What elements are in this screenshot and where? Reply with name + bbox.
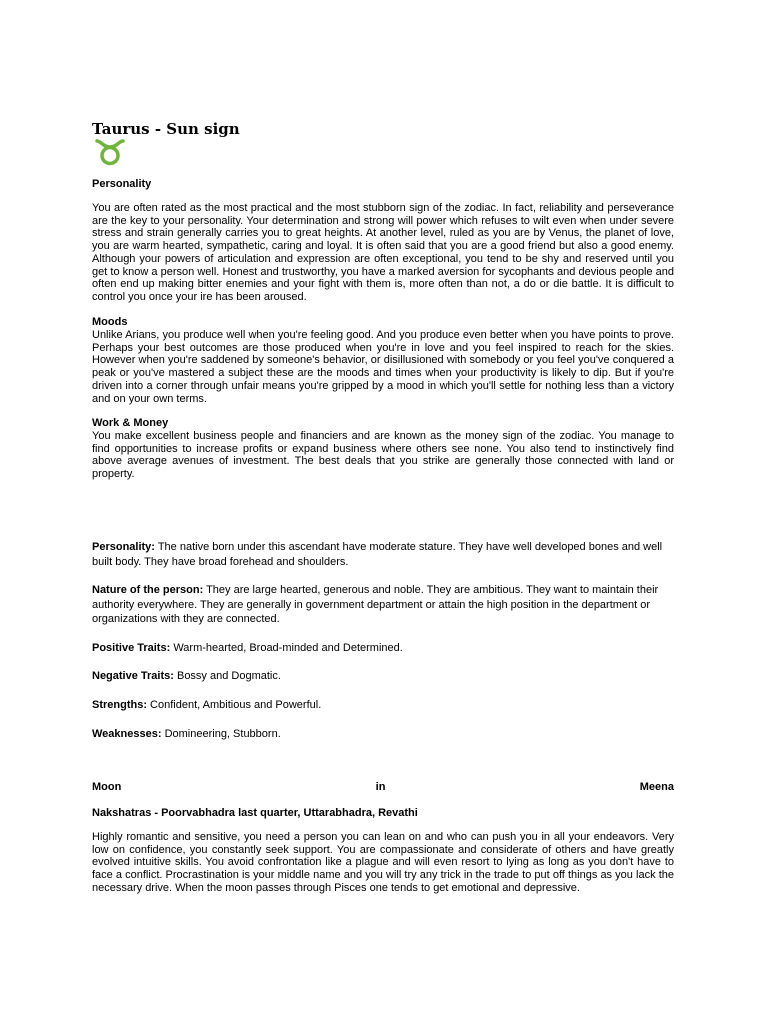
nature-label: Nature of the person: xyxy=(92,584,204,596)
weaknesses-label: Weaknesses: xyxy=(92,728,162,740)
negative-traits xyxy=(92,669,674,684)
work-money-section xyxy=(92,417,674,481)
ascendant-personality-label: Personality: xyxy=(92,541,155,553)
personality-paragraph: You are often rated as the most practical and the most stubborn sign of the zodiac. In fact, reliability and perseverance are the key to your personality. Your determination and strong will power which refuses to wilt even when under severe stress and strain generally carries you to great heights. At another level, ruled as you are by Venus, the planet of love, you are warm hearted, sympathetic, caring and loyal. It is often said that you are a good friend but also a good enemy. Although your powers of articulation and expression are often exceptional, you tend to be shy and reserved until you get to know a person well. Honest and trustworthy, you have a marked aversion for sycophants and devious people and often end up making bitter enemies and your fight with them is, more often than not, a do or die battle. It is difficult to control you once your ire has been aroused. xyxy=(92,202,674,303)
positive-traits-text: Warm-hearted, Broad-minded and Determined. xyxy=(170,642,403,654)
strengths-label: Strengths: xyxy=(92,699,147,711)
positive-traits xyxy=(92,641,674,656)
moon-sign-name: Meena xyxy=(639,781,674,793)
positive-traits-label: Positive Traits: xyxy=(92,642,171,654)
in-word: in xyxy=(375,781,386,793)
work-money-heading: Work & Money xyxy=(92,417,169,429)
work-money-paragraph: You make excellent business people and financiers and are known as the money sign of the zodiac. You manage to find opportunities to increase profits or expand business where others see none. You also tend to instinctively find above average avenues of investment. The best deals that you strike are generally those connected with land or property. xyxy=(92,430,674,481)
page-title: Taurus - Sun sign xyxy=(92,120,240,138)
weaknesses xyxy=(92,727,674,742)
moon-word: Moon xyxy=(92,781,122,793)
moods-heading: Moods xyxy=(92,316,128,328)
negative-traits-text: Bossy and Dogmatic. xyxy=(173,670,281,682)
moon-sign-heading xyxy=(92,781,674,793)
ascendant-personality xyxy=(92,540,674,569)
moods-section xyxy=(92,316,674,405)
strengths-text: Confident, Ambitious and Powerful. xyxy=(147,699,322,711)
nature-of-person xyxy=(92,583,674,627)
strengths xyxy=(92,698,674,713)
weaknesses-text: Domineering, Stubborn. xyxy=(161,728,281,740)
nakshatras-heading: Nakshatras - Poorvabhadra last quarter, Uttarabhadra, Revathi xyxy=(92,807,418,819)
personality-heading: Personality xyxy=(92,178,152,190)
nature-text: They are large hearted, generous and noble. They are ambitious. They want to maintain their authority everywhere. They are generally in government department or attain the high position in the department or organizations with they are connected. xyxy=(92,584,659,625)
negative-traits-label: Negative Traits: xyxy=(92,670,174,682)
personality-section xyxy=(92,178,674,191)
ascendant-personality-text: The native born under this ascendant have moderate stature. They have well developed bones and well built body. They have broad forehead and shoulders. xyxy=(92,541,663,568)
moods-paragraph: Unlike Arians, you produce well when you're feeling good. And you produce even better when you have points to prove. Perhaps your best outcomes are those produced when you're in love and you feel inspired to reach for the skies. However when you're saddened by someone's behavior, or disillusioned with somebody or you feel you've conquered a peak or you've mastered a subject these are the moods and times when your productivity is likely to dip. But if you're driven into a corner through unfair means you're gripped by a mood in which you'll settle for nothing less than a victory and on your own terms. xyxy=(92,329,674,405)
moon-paragraph: Highly romantic and sensitive, you need a person you can lean on and who can push you in all your endeavors. Very low on confidence, you constantly seek support. You are compassionate and considerate of others and have greatly evolved intuitive skills. You avoid confrontation like a plague and will even resort to lying as long as you don't have to face a conflict. Procrastination is your middle name and you will try any trick in the trade to put off things as you lack the necessary drive. When the moon passes through Pisces one tends to get emotional and depressive. xyxy=(92,831,674,894)
taurus-glyph-icon xyxy=(93,138,127,166)
